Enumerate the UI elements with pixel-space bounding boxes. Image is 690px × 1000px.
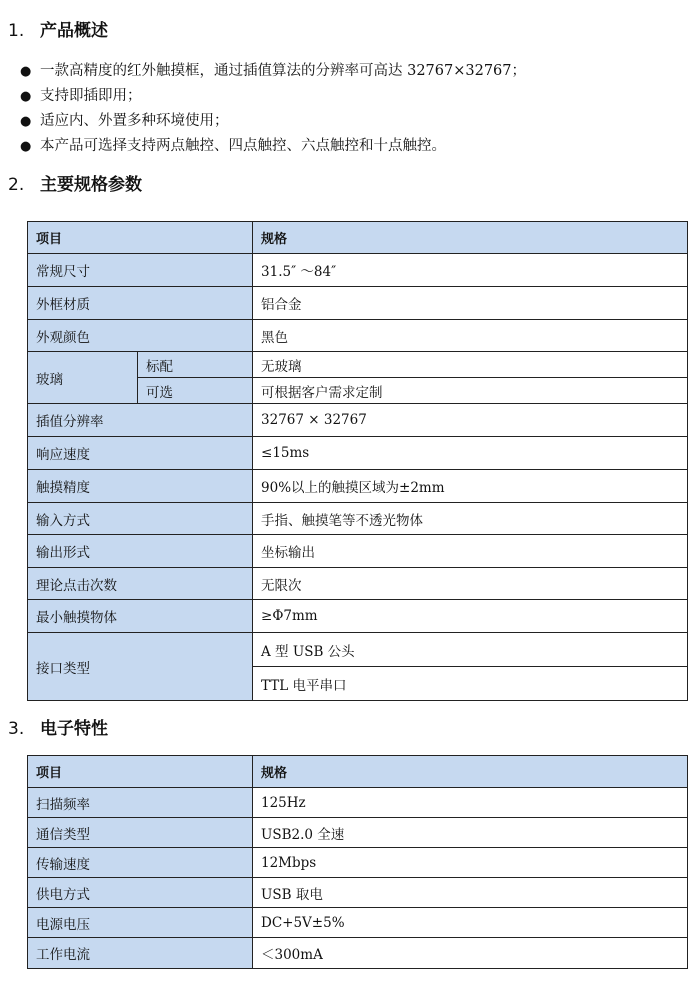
list-item — [20, 60, 526, 85]
row-value: 手指、触摸笔等不透光物体 — [253, 503, 688, 535]
row-label: 插值分辨率 — [28, 404, 253, 437]
table-row — [28, 470, 688, 503]
section-title: 产品概述 — [40, 21, 108, 41]
row-value: USB2.0 全速 — [253, 818, 688, 848]
list-item — [20, 110, 526, 135]
row-label: 扫描频率 — [28, 788, 253, 818]
row-sublabel: 标配 — [138, 352, 253, 378]
row-value: 32767 × 32767 — [253, 404, 688, 437]
row-label: 常规尺寸 — [28, 254, 253, 287]
row-value: ＜300mA — [253, 938, 688, 969]
section-number: 2. — [8, 175, 25, 195]
table-row — [28, 600, 688, 633]
row-value: DC+5V±5% — [253, 908, 688, 938]
row-label: 外框材质 — [28, 287, 253, 320]
table-row — [28, 404, 688, 437]
list-item-text: 本产品可选择支持两点触控、四点触控、六点触控和十点触控。 — [40, 138, 446, 154]
row-value: 可根据客户需求定制 — [253, 378, 688, 404]
row-value: ≥Φ7mm — [253, 600, 688, 633]
section-heading-specs — [8, 174, 142, 196]
overview-bullet-list — [20, 60, 526, 160]
table-row — [28, 568, 688, 600]
table-row — [28, 818, 688, 848]
table-row — [28, 437, 688, 470]
row-value: 90%以上的触摸区域为±2mm — [253, 470, 688, 503]
row-value: ≤15ms — [253, 437, 688, 470]
table-row — [28, 287, 688, 320]
header-spec: 规格 — [253, 756, 688, 788]
row-value: 坐标输出 — [253, 535, 688, 568]
row-label: 供电方式 — [28, 878, 253, 908]
header-spec: 规格 — [253, 222, 688, 254]
section-heading-electrical — [8, 718, 108, 740]
row-label: 响应速度 — [28, 437, 253, 470]
row-value: 铝合金 — [253, 287, 688, 320]
row-label: 工作电流 — [28, 938, 253, 969]
row-value: 31.5″ ～84″ — [253, 254, 688, 287]
section-title: 电子特性 — [40, 719, 108, 739]
row-label: 最小触摸物体 — [28, 600, 253, 633]
list-item-text: 一款高精度的红外触摸框，通过插值算法的分辨率可高达 32767×32767； — [40, 63, 527, 79]
row-label: 外观颜色 — [28, 320, 253, 352]
row-value: 无限次 — [253, 568, 688, 600]
row-sublabel: 可选 — [138, 378, 253, 404]
row-value: 12Mbps — [253, 848, 688, 878]
table-row — [28, 352, 688, 378]
header-item: 项目 — [28, 222, 253, 254]
table-row — [28, 908, 688, 938]
row-label: 玻璃 — [28, 352, 138, 404]
table-row — [28, 254, 688, 287]
electrical-table — [27, 755, 688, 969]
row-value: 黑色 — [253, 320, 688, 352]
row-value: 无玻璃 — [253, 352, 688, 378]
table-row — [28, 878, 688, 908]
row-label: 输出形式 — [28, 535, 253, 568]
header-item: 项目 — [28, 756, 253, 788]
table-header-row — [28, 222, 688, 254]
list-item-text: 支持即插即用； — [40, 88, 142, 104]
section-heading-overview — [8, 20, 108, 42]
bullet-icon: ● — [20, 64, 32, 79]
row-value: 125Hz — [253, 788, 688, 818]
table-row — [28, 633, 688, 667]
table-row — [28, 320, 688, 352]
row-value: USB 取电 — [253, 878, 688, 908]
row-label: 电源电压 — [28, 908, 253, 938]
table-row — [28, 848, 688, 878]
section-number: 3. — [8, 719, 25, 739]
table-row — [28, 535, 688, 568]
table-row — [28, 938, 688, 969]
row-label: 接口类型 — [28, 633, 253, 701]
row-label: 理论点击次数 — [28, 568, 253, 600]
table-row — [28, 788, 688, 818]
section-number: 1. — [8, 21, 25, 41]
row-label: 触摸精度 — [28, 470, 253, 503]
bullet-icon: ● — [20, 89, 32, 104]
spec-table — [27, 221, 688, 701]
section-title: 主要规格参数 — [40, 175, 142, 195]
row-label: 通信类型 — [28, 818, 253, 848]
row-value: TTL 电平串口 — [253, 667, 688, 701]
list-item-text: 适应内、外置多种环境使用； — [40, 113, 229, 129]
table-header-row — [28, 756, 688, 788]
list-item — [20, 135, 526, 160]
bullet-icon: ● — [20, 139, 32, 154]
list-item — [20, 85, 526, 110]
row-label: 输入方式 — [28, 503, 253, 535]
table-row — [28, 503, 688, 535]
bullet-icon: ● — [20, 114, 32, 129]
row-label: 传输速度 — [28, 848, 253, 878]
row-value: A 型 USB 公头 — [253, 633, 688, 667]
